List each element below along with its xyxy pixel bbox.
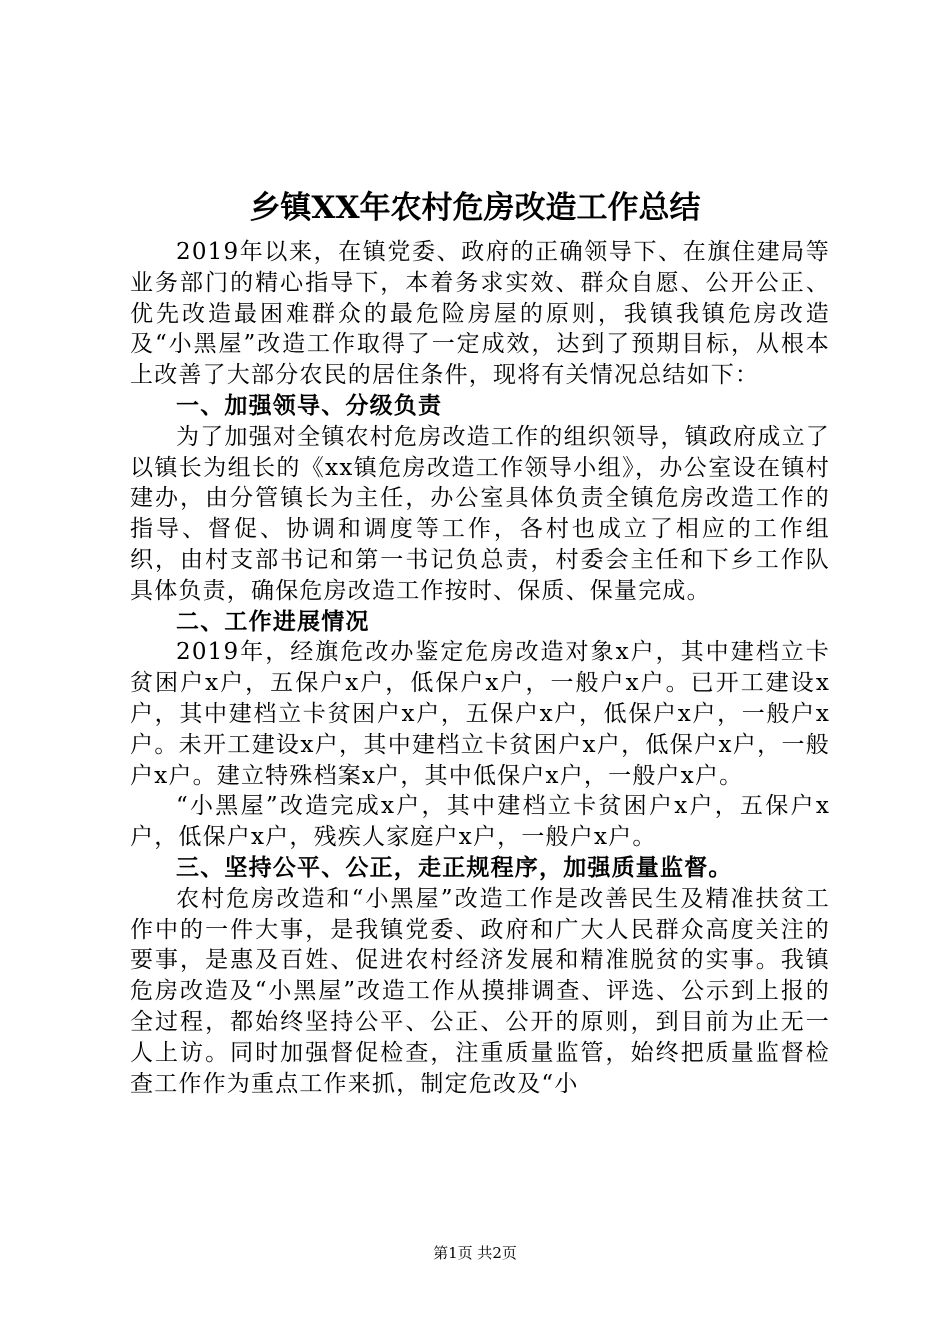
- section-2-paragraph-2: “小黑屋”改造完成x户，其中建档立卡贫困户x户，五保户x户，低保户x户，残疾人家庭户x户，一般户x户。: [130, 793, 830, 851]
- document-title: 乡镇XX年农村危房改造工作总结: [249, 190, 701, 226]
- document-body: [130, 237, 830, 1099]
- section-2-paragraph-1: 2019年，经旗危改办鉴定危房改造对象x户，其中建档立卡贫困户x户，五保户x户，低保户x户，一般户x户。已开工建设x户，其中建档立卡贫困户x户，五保户x户，低保户x户，一般户x户。未开工建设x户，其中建档立卡贫困户x户，低保户x户，一般户x户。建立特殊档案x户，其中低保户x户，一般户x户。: [130, 639, 830, 789]
- section-3-paragraph: 农村危房改造和“小黑屋”改造工作是改善民生及精准扶贫工作中的一件大事，是我镇党委、政府和广大人民群众高度关注的要事，是惠及百姓、促进农村经济发展和精准脱贫的实事。我镇危房改造及“小黑屋”改造工作从摸排调查、评选、公示到上报的全过程，都始终坚持公平、公正、公开的原则，到目前为止无一人上访。同时加强督促检查，注重质量监管，始终把质量监督检查工作作为重点工作来抓，制定危改及“小: [130, 885, 830, 1097]
- intro-paragraph: 2019年以来，在镇党委、政府的正确领导下、在旗住建局等业务部门的精心指导下，本着务求实效、群众自愿、公开公正、优先改造最困难群众的最危险房屋的原则，我镇我镇危房改造及“小黑屋”改造工作取得了一定成效，达到了预期目标，从根本上改善了大部分农民的居住条件，现将有关情况总结如下：: [130, 239, 830, 389]
- page-number-footer: 第1页 共2页: [433, 1244, 517, 1262]
- section-heading-1: 一、加强领导、分级负责: [176, 391, 443, 419]
- section-heading-2: 二、工作进展情况: [176, 607, 370, 635]
- section-1-paragraph: 为了加强对全镇农村危房改造工作的组织领导，镇政府成立了以镇长为组长的《xx镇危房改造工作领导小组》，办公室设在镇村建办，由分管镇长为主任，办公室具体负责全镇危房改造工作的指导、督促、协调和调度等工作，各村也成立了相应的工作组织，由村支部书记和第一书记负总责，村委会主任和下乡工作队具体负责，确保危房改造工作按时、保质、保量完成。: [130, 423, 830, 604]
- section-heading-3: 三、坚持公平、公正，走正规程序，加强质量监督。: [176, 853, 733, 881]
